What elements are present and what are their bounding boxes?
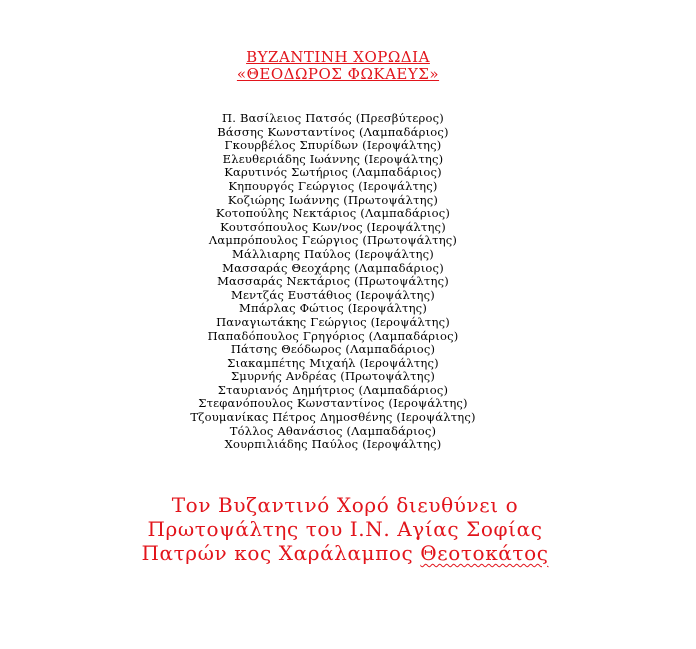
member-item: Κοζιώρης Ιωάννης (Πρωτοψάλτης) [227,192,439,207]
director-note-line-2: Πρωτοψάλτης του Ι.Ν. Αγίας Σοφίας [147,517,543,541]
member-item: Τόλλος Αθανάσιος (Λαμπαδάριος) [229,423,437,438]
member-item: Κηπουργός Γεώργιος (Ιεροψάλτης) [228,178,438,193]
member-item: Ελευθεριάδης Ιωάννης (Ιεροψάλτης) [222,151,444,166]
member-item: Παπαδόπουλος Γρηγόριος (Λαμπαδάριος) [207,328,459,343]
member-item: Πάτσης Θεόδωρος (Λαμπαδάριος) [230,342,436,357]
member-item: Στεφανόπουλος Κωνσταντίνος (Ιεροψάλτης) [198,396,468,411]
member-item: Κοτοπούλης Νεκτάριος (Λαμπαδάριος) [215,206,451,221]
member-item: Κουτσόπουλος Κων/νος (Ιεροψάλτης) [220,219,446,234]
member-item: Σμυρνής Ανδρέας (Πρωτοψάλτης) [230,369,436,384]
member-item: Μάλλιαρης Παύλος (Ιεροψάλτης) [232,246,434,261]
member-item: Μεντζάς Ευστάθιος (Ιεροψάλτης) [231,287,435,302]
member-item: Μπάρλας Φώτιος (Ιεροψάλτης) [238,301,428,316]
director-note-line-3-text: Πατρών κος Χαράλαμπος [141,541,421,565]
member-item: Π. Βασίλειος Πατσός (Πρεσβύτερος) [222,111,444,125]
member-item: Σταυριανός Δημήτριος (Λαμπαδάριος) [217,382,449,397]
director-note-line-3 [0,541,690,565]
member-item: Σιακαμπέτης Μιχαήλ (Ιεροψάλτης) [227,355,439,370]
choir-title: ΒΥΖΑΝΤΙΝΗ ΧΟΡΩΔΙΑ [246,48,430,66]
director-note-line-1: Τον Βυζαντινό Χορό διευθύνει ο [171,493,519,517]
member-item: Χουρπιλιάδης Παύλος (Ιεροψάλτης) [224,437,442,452]
director-note [0,493,690,565]
member-list [0,112,666,452]
member-item: Μασσαράς Θεοχάρης (Λαμπαδάριος) [222,260,444,275]
member-item: Παναγιωτάκης Γεώργιος (Ιεροψάλτης) [216,314,450,329]
choir-subtitle: «ΘΕΟΔΩΡΟΣ ΦΩΚΑΕΥΣ» [236,65,440,83]
member-item: Καρυτινός Σωτήριος (Λαμπαδάριος) [224,165,442,180]
member-item: Μασσαράς Νεκτάριος (Πρωτοψάλτης) [217,274,449,289]
member-item: Λαμπρόπουλος Γεώργιος (Πρωτοψάλτης) [208,233,458,248]
member-item: Βάσσης Κωνσταντίνος (Λαμπαδάριος) [217,124,449,139]
member-item: Τζουμανίκας Πέτρος Δημοσθένης (Ιεροψάλτης) [190,410,476,425]
member-item: Γκουρβέλος Σπυρίδων (Ιεροψάλτης) [224,138,442,153]
spellcheck-marked-word[interactable]: Θεοτοκάτος [420,541,549,565]
